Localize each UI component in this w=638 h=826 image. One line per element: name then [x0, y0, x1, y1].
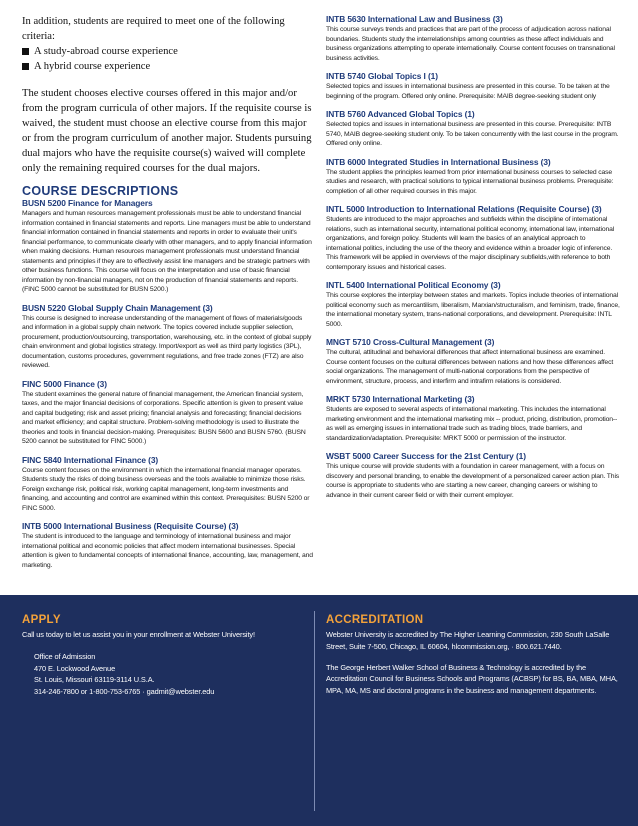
course-entry: [326, 394, 620, 443]
course-title: INTB 5630 International Law and Business (3): [326, 14, 503, 24]
square-bullet-icon: [22, 48, 29, 55]
accreditation-section: [326, 613, 620, 697]
course-description: The cultural, attitudinal and behavioral differences that affect international business are examined. Course content focuses on the cultural differences between nations and how these differences affect social organizations. The management of multi-national corporations from the perspective of environment, structure, process, and interfirm and intrafirm relations is considered.: [326, 349, 614, 385]
contact-line[interactable]: 314-246-7800 or 1-800-753-6765 · gadmit@webster.edu: [34, 687, 215, 697]
course-description: Students are exposed to several aspects of international marketing. This includes the international marketing environment and the international marketing mix -- product, pricing, distribution, promotion--as well as emerging issues in international trade such as trading blocs, trade barriers, and standardization/adaptation. Prerequisite: MRKT 5000 or permission of the instructor.: [326, 406, 618, 442]
course-description: Selected topics and issues in international business are presented in this course. To be taken at the beginning of the program. Offered only online. Prerequisite: MAIB degree-seeking student only: [326, 83, 610, 100]
course-description: This course explores the interplay between states and markets. Topics include theories of international political economy such as mercantilism, liberalism, Marxian/structuralism, and feminism, trade, finance, the international monetary system, trans-national corporations, and development. Prerequisite: INTL 5000.: [326, 292, 620, 328]
course-entry: [22, 198, 314, 295]
elective-note: The student chooses elective courses offered in this major and/or from the program curricula of other majors. If the requisite course is waived, the student must choose an elective course from this major or from the program curriculum of another major. Students pursuing dual majors who have the requisite course(s) waived will complete only the remaining required courses for the dual majors.: [22, 88, 312, 174]
course-entry: [326, 109, 620, 149]
course-title: MRKT 5730 International Marketing (3): [326, 394, 475, 404]
course-entry: [326, 280, 620, 329]
course-description: The student applies the principles learned from prior international business courses to selected case studies and research, with practical solutions to typical international business problems. Prerequisite: completion of all other required courses in this major.: [326, 168, 614, 195]
course-entry: [326, 337, 620, 386]
criteria-item: [22, 44, 314, 59]
course-title: FINC 5000 Finance (3): [22, 378, 107, 389]
apply-section: [22, 613, 307, 698]
course-entry: [326, 157, 620, 197]
course-description: Students are introduced to the major approaches and subfields within the discipline of international relations, such as international security, international political economy, international law, international organizations, and foreign policy. Students will learn the basics of an analytical approach to international politics, including the use of the theory and evidence within a broader logic of inference. This framework will be applied in overviews of the major disciplinary subfields,with reference to both contemporary issues and historical cases.: [326, 216, 615, 271]
section-title: COURSE DESCRIPTIONS: [22, 184, 179, 198]
left-column: [22, 14, 314, 578]
course-entry: [326, 14, 620, 63]
address-line: Office of Admission: [34, 651, 96, 661]
square-bullet-icon: [22, 63, 29, 70]
course-title: WSBT 5000 Career Success for the 21st Century (1): [326, 451, 526, 461]
accreditation-title: ACCREDITATION: [326, 614, 424, 626]
course-entry: [22, 379, 314, 447]
requirement-text: In addition, students are required to meet one of the following criteria:: [22, 16, 285, 42]
footer-divider: [314, 611, 315, 811]
criteria-label: A hybrid course experience: [34, 61, 151, 72]
course-description: The student examines the general nature of financial management, the American financial system, taxes, and the major financial decisions of corporations. Specific attention is given to present value and capital budgeting; risk and asset pricing; financial analysis and forecasting; financial decisions and market efficiency; and capital structure. Problem-solving methodology is used to illustrate the theories and tools in financial decision-making. Prerequisites: BUSN 5600 and BUSN 5760. (BUSN 5200 cannot be substituted for FINC 5000.): [22, 390, 306, 445]
course-description: Course content focuses on the environment in which the international financial manager operates. Students study the risks of doing business overseas and the tools available to minimize those risks. Foreign exchange risk, political risk, working capital management, long-term investments and financing, and accounting and control are examined within this context. Prerequisites: BUSN 5200 or FINC 5000.: [22, 466, 310, 512]
course-description: This course is designed to increase understanding of the management of flows of materials/goods and information in a global supply chain network. The topics covered include supplier selection, procurement, production/outsourcing, transportation, warehousing, etc. in the context of global supply chain environment and global logistics strategy. Import/export as well as third party logistics (3PL), documentation, customs procedures, government regulations, and free trade zones (FTZ) are also reviewed.: [22, 314, 312, 369]
criteria-label: A study-abroad course experience: [34, 46, 178, 57]
course-entry: [22, 455, 314, 514]
course-title: INTL 5400 International Political Economy (3): [326, 280, 501, 290]
course-entry: [326, 204, 620, 272]
course-entry: [22, 521, 314, 570]
apply-title: APPLY: [22, 614, 61, 626]
course-title: INTB 5740 Global Topics I (1): [326, 71, 438, 81]
course-title: BUSN 5220 Global Supply Chain Management (3): [22, 302, 213, 313]
accreditation-text: Webster University is accredited by The Higher Learning Commission, 230 South LaSalle Street, Suite 7-500, Chicago, IL 60604, hlcommission.org, · 800.621.7440.: [326, 630, 610, 651]
course-title: MNGT 5710 Cross-Cultural Management (3): [326, 337, 495, 347]
admission-address: [22, 651, 307, 698]
course-title: FINC 5840 International Finance (3): [22, 454, 159, 465]
course-title: INTB 5760 Advanced Global Topics (1): [326, 109, 475, 119]
right-column: [326, 14, 620, 508]
accreditation-text: The George Herbert Walker School of Business & Technology is accredited by the Accreditation Council for Business Schools and Programs (ACBSP) for BS, BA, MBA, MHA, MPA, MA, MS and doctoral programs in the business and management departments.: [326, 662, 618, 696]
course-title: INTB 6000 Integrated Studies in International Business (3): [326, 156, 551, 167]
course-title: INTB 5000 International Business (Requisite Course) (3): [22, 521, 239, 531]
course-title: BUSN 5200 Finance for Managers: [22, 198, 153, 208]
course-entry: [22, 303, 314, 371]
course-entry: [326, 451, 620, 500]
footer-band: [0, 595, 638, 826]
course-title: INTL 5000 Introduction to International Relations (Requisite Course) (3): [326, 204, 602, 214]
course-description: This unique course will provide students with a foundation in career management, with a focus on discovery and personal branding, to enable the development of a personalized career action plan. This course is appropriate to students who are starting a new career, changing careers or wishing to advance in their current career field or with their current employer.: [326, 463, 620, 499]
address-line: St. Louis, Missouri 63119-3114 U.S.A.: [34, 675, 155, 685]
course-description: This course surveys trends and practices that are part of the process of adjudication across national boundaries. Students study the interrelationships among countries as these affect individuals and business organizations attempting to operate internationally. Course content focuses on transnational business activities.: [326, 26, 615, 62]
criteria-item: [22, 59, 314, 74]
course-description: Selected topics and issues in international business are presented in this course. Prerequisite: INTB 5740, MAIB degree-seeking student only. To be taken concurrently with the last course in the program. Offered only online.: [326, 121, 619, 147]
course-entry: [326, 71, 620, 101]
course-description: The student is introduced to the language and terminology of international business and major international political and economic policies that affect modern international businesses. Special attention is given to fundamental concepts of international finance, accounting, law, management, and marketing.: [22, 533, 313, 569]
course-description: Managers and human resources management professionals must be able to understand financial information contained in financial statements and reports. Line managers must be able to understand financial information contained in financial statements and reports in order to evaluate their unit's financial performance, to communicate clearly with other managers, and to apply financial information when making decisions. Human resources management professionals must understand financial statements and principles if they are to effectively assist line managers and be strategic partners with other business functions. This course will focus on the interpretation and use of basic financial information by non-financial managers, not on the production of financial statements and reports. (FINC 5000 cannot be substituted for BUSN 5200.): [22, 210, 312, 293]
address-line: 470 E. Lockwood Avenue: [34, 663, 116, 673]
apply-intro: Call us today to let us assist you in your enrollment at Webster University!: [22, 630, 255, 639]
